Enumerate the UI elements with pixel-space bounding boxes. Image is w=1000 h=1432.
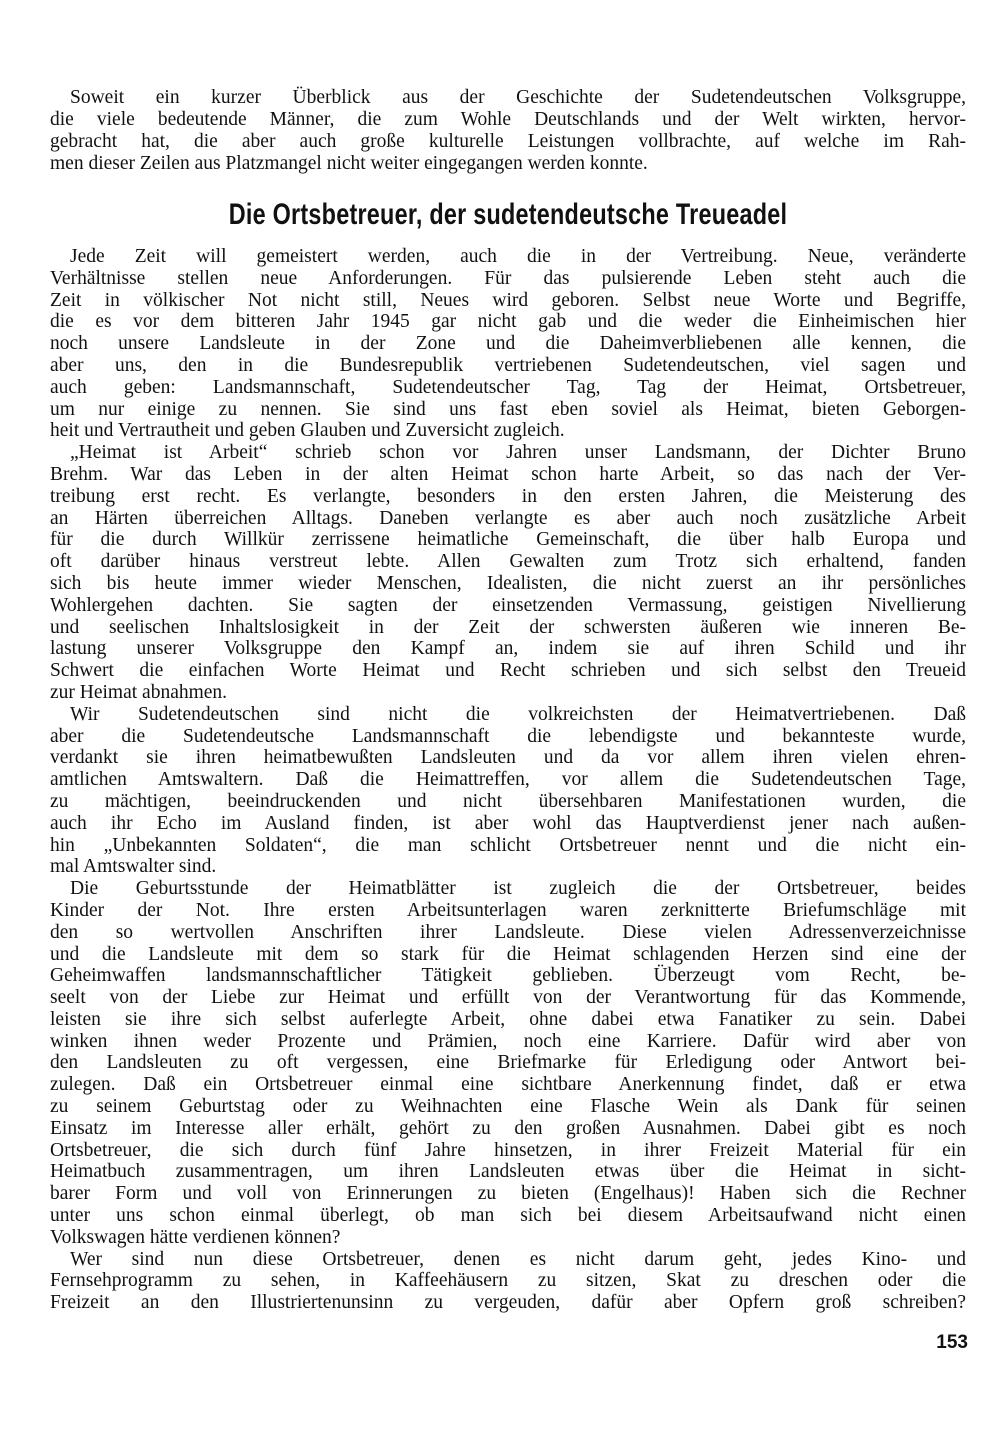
text-line: leisten sie ihre sich selbst auferlegte Arbeit, ohne dabei etwa Fanatiker zu sein. Dabei	[50, 1008, 966, 1030]
text-line: Freizeit an den Illustriertenunsinn zu vergeuden, dafür aber Opfern groß schreiben?	[50, 1292, 966, 1314]
text-line: Heimatbuch zusammentragen, um ihren Landsleuten etwas über die Heimat in sicht-	[50, 1161, 966, 1183]
paragraph	[50, 878, 966, 1249]
text-line: Geheimwaffen landsmannschaftlicher Tätigkeit geblieben. Überzeugt vom Recht, be-	[50, 965, 966, 987]
text-line: treibung erst recht. Es verlangte, besonders in den ersten Jahren, die Meisterung des	[50, 485, 966, 507]
text-line: an Härten überreichen Alltags. Daneben verlangte es aber auch noch zusätzliche Arbeit	[50, 507, 966, 529]
text-line: Soweit ein kurzer Überblick aus der Geschichte der Sudetendeutschen Volksgruppe,	[70, 87, 966, 108]
section-body	[50, 246, 966, 1314]
text-line: zu seinem Geburtstag oder zu Weihnachten eine Flasche Wein als Dank für seinen	[50, 1096, 966, 1118]
text-line: Schwert die einfachen Worte Heimat und Recht schrieben und sich selbst den Treueid	[50, 660, 966, 682]
text-line: Kinder der Not. Ihre ersten Arbeitsunterlagen waren zerknitterte Briefumschläge mit	[50, 899, 966, 921]
intro-paragraph	[50, 87, 966, 175]
paragraph	[50, 1249, 966, 1314]
text-line: Wir Sudetendeutschen sind nicht die volkreichsten der Heimatvertriebenen. Daß	[70, 703, 966, 725]
text-line: und seelischen Inhaltslosigkeit in der Zeit der schwersten äußeren wie inneren Be-	[50, 616, 966, 638]
page-number: 153	[936, 1332, 968, 1353]
text-line: seelt von der Liebe zur Heimat und erfüllt von der Verantwortung für das Kommende,	[50, 987, 966, 1009]
text-line: gebracht hat, die aber auch große kulturelle Leistungen vollbrachte, auf welche im Rah-	[50, 131, 966, 152]
text-line: auch ihr Echo im Ausland finden, ist aber wohl das Hauptverdienst jener nach außen-	[50, 812, 966, 834]
text-line: unter uns schon einmal überlegt, ob man sich bei diesem Arbeitsaufwand nicht einen	[50, 1205, 966, 1227]
text-line: Jede Zeit will gemeistert werden, auch die in der Vertreibung. Neue, veränderte	[70, 246, 966, 267]
paragraph	[50, 442, 966, 704]
text-line: die es vor dem bitteren Jahr 1945 gar nicht gab und die weder die Einheimischen hier	[50, 311, 966, 333]
text-line: sich bis heute immer wieder Menschen, Idealisten, die nicht zuerst an ihr persönliches	[50, 572, 966, 594]
text-line: um nur einige zu nennen. Sie sind uns fast eben soviel als Heimat, bieten Geborgen-	[50, 398, 966, 420]
text-line: den so wertvollen Anschriften ihrer Landsleute. Diese vielen Adressenverzeichnisse	[50, 921, 966, 943]
text-line: den Landsleuten zu oft vergessen, eine Briefmarke für Erledigung oder Antwort bei-	[50, 1052, 966, 1074]
text-line: winken ihnen weder Prozente und Prämien, noch eine Karriere. Dafür wird aber von	[50, 1030, 966, 1052]
text-line: zu mächtigen, beeindruckenden und nicht übersehbaren Manifestationen wurden, die	[50, 790, 966, 812]
text-line: Ortsbetreuer, die sich durch fünf Jahre hinsetzen, in ihrer Freizeit Material für ein	[50, 1139, 966, 1161]
text-line: oft darüber hinaus verstreut lebte. Allen Gewalten zum Trotz sich erhaltend, fanden	[50, 551, 966, 573]
text-line: Fernsehprogramm zu sehen, in Kaffeehäusern zu sitzen, Skat zu dreschen oder die	[50, 1270, 966, 1292]
text-line: men dieser Zeilen aus Platzmangel nicht weiter eingegangen werden konnte.	[50, 153, 648, 174]
paragraph	[50, 246, 966, 442]
text-line: hin „Unbekannten Soldaten“, die man schlicht Ortsbetreuer nennt und die nicht ein-	[50, 834, 966, 856]
paragraph	[50, 704, 966, 878]
text-line: aber uns, den in die Bundesrepublik vertriebenen Sudetendeutschen, viel sagen und	[50, 354, 966, 376]
text-line: Verhältnisse stellen neue Anforderungen. Für das pulsierende Leben steht auch die	[50, 267, 966, 289]
text-line: heit und Vertrautheit und geben Glauben und Zuversicht zugleich.	[50, 420, 565, 442]
text-line: „Heimat ist Arbeit“ schrieb schon vor Jahren unser Landsmann, der Dichter Bruno	[70, 442, 966, 464]
text-line: Einsatz im Interesse aller erhält, gehört zu den großen Ausnahmen. Dabei gibt es noch	[50, 1117, 966, 1139]
section-heading	[50, 198, 966, 232]
text-line: für die durch Willkür zerrissene heimatliche Gemeinschaft, die über halb Europa und	[50, 529, 966, 551]
text-line: lastung unserer Volksgruppe den Kampf an, indem sie auf ihren Schild und ihr	[50, 638, 966, 660]
text-line: Wohlergehen dachten. Sie sagten der einsetzenden Vermassung, geistigen Nivellierung	[50, 594, 966, 616]
text-line: Volkswagen hätte verdienen können?	[50, 1226, 341, 1248]
text-line: zur Heimat abnahmen.	[50, 681, 228, 703]
text-line: aber die Sudetendeutsche Landsmannschaft die lebendigste und bekannteste wurde,	[50, 725, 966, 747]
text-line: und die Landsleute mit dem so stark für die Heimat schlagenden Herzen sind eine der	[50, 943, 966, 965]
text-line: amtlichen Amtswaltern. Daß die Heimattreffen, vor allem die Sudetendeutschen Tage,	[50, 769, 966, 791]
text-line: die viele bedeutende Männer, die zum Wohle Deutschlands und der Welt wirkten, hervor-	[50, 109, 966, 130]
text-line: Brehm. War das Leben in der alten Heimat schon harte Arbeit, so das nach der Ver-	[50, 463, 966, 485]
text-line: Die Geburtsstunde der Heimatblätter ist zugleich die der Ortsbetreuer, beides	[70, 878, 966, 900]
text-line: verdankt sie ihren heimatbewußten Landsleuten und da vor allem ihren vielen ehren-	[50, 747, 966, 769]
text-line: barer Form und voll von Erinnerungen zu bieten (Engelhaus)! Haben sich die Rechner	[50, 1183, 966, 1205]
text-line: zulegen. Daß ein Ortsbetreuer einmal eine sichtbare Anerkennung findet, daß er etwa	[50, 1074, 966, 1096]
text-line: Zeit in völkischer Not nicht still, Neues wird geboren. Selbst neue Worte und Begriffe,	[50, 289, 966, 311]
section-heading-text: Die Ortsbetreuer, der sudetendeutsche Treueadel	[228, 198, 788, 231]
text-line: noch unsere Landsleute in der Zone und die Daheimverbliebenen alle kennen, die	[50, 333, 966, 355]
text-line: Wer sind nun diese Ortsbetreuer, denen es nicht darum geht, jedes Kino- und	[70, 1248, 966, 1270]
text-line: mal Amtswalter sind.	[50, 856, 217, 878]
text-line: auch geben: Landsmannschaft, Sudetendeutscher Tag, Tag der Heimat, Ortsbetreuer,	[50, 376, 966, 398]
